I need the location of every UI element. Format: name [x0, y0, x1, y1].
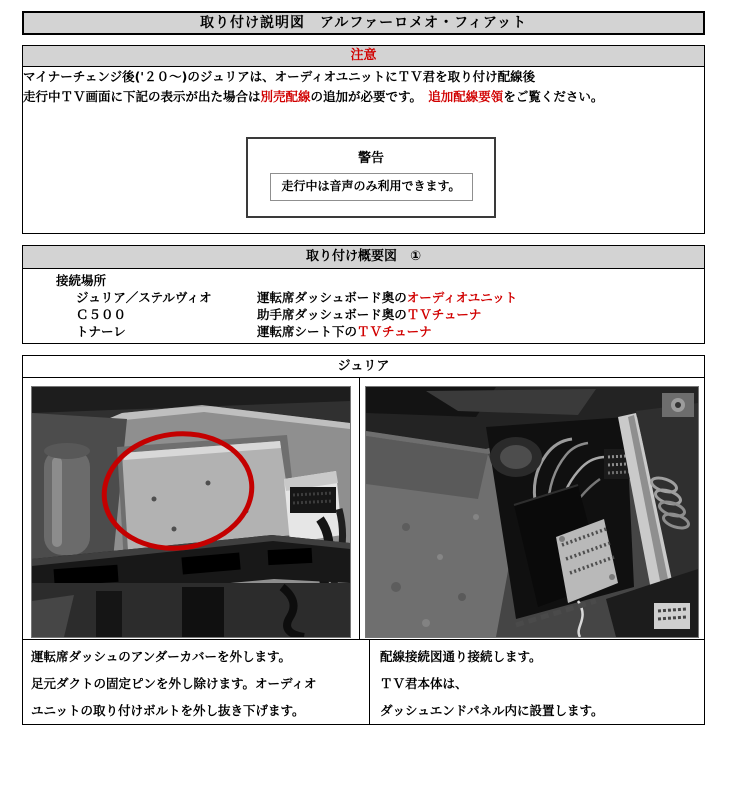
overview-header: 取り付け概要図 ①: [22, 245, 705, 269]
notice-header-label: 注意: [350, 48, 377, 63]
location-highlight: ＴＶチューナ: [357, 324, 432, 339]
warning-box: [246, 137, 496, 218]
location-highlight: オーディオユニット: [406, 290, 518, 305]
underdash-caption: 運転席ダッシュのアンダーカバーを外します。 足元ダクトの固定ピンを外し除けます。オーディオ ユニットの取り付けボルトを外し抜き下げます。: [23, 640, 370, 724]
model-name: Ｃ５００: [76, 307, 127, 322]
footwell-photo: [365, 386, 699, 638]
notice-line2: 走行中ＴＶ画面に下記の表示が出た場合は別売配線の追加が必要です。 追加配線要領をご覧ください。: [23, 89, 604, 104]
overview-body: [22, 269, 705, 344]
duct-cylinder: [44, 449, 90, 555]
caption-row: [23, 639, 704, 724]
page-title: 取り付け説明図 アルファーロメオ・フィアット: [22, 11, 705, 35]
photo-row: [23, 378, 704, 639]
overview-row-c500: [76, 306, 704, 323]
notice-header: [22, 45, 705, 67]
overview-row-tonale: [76, 323, 704, 340]
location-text: 助手席ダッシュボード奥の: [257, 307, 407, 322]
warning-title: 警告: [357, 151, 384, 166]
red-term-bessuri-haisen: 別売配線: [260, 89, 311, 104]
notice-line1: マイナーチェンジ後('２０～)のジュリアは、オーディオユニットにＴＶ君を取り付け配線後: [23, 69, 536, 84]
red-term-tsuika-haisen-yoryo: 追加配線要領: [428, 89, 504, 104]
giulia-section: [22, 355, 705, 725]
model-name: ジュリア／ステルヴィオ: [76, 290, 212, 305]
overview-row-giulia-stelvio: [76, 289, 704, 306]
connection-location-label: 接続場所: [56, 273, 107, 288]
footwell-caption: 配線接続図通り接続します。 ＴＶ君本体は、 ダッシュエンドパネル内に設置します。: [380, 649, 604, 718]
model-name: トナーレ: [76, 324, 126, 339]
underdash-photo: [31, 386, 351, 638]
photo-cell-underdash: [23, 378, 360, 639]
location-text: 運転席シート下の: [257, 324, 358, 339]
location-text: 運転席ダッシュボード奥の: [257, 290, 407, 305]
photo-cell-footwell: [360, 378, 704, 639]
notice-body: [22, 67, 705, 234]
location-highlight: ＴＶチューナ: [406, 307, 482, 322]
giulia-section-title: ジュリア: [23, 356, 704, 378]
warning-message: 走行中は音声のみ利用できます。: [270, 173, 473, 201]
